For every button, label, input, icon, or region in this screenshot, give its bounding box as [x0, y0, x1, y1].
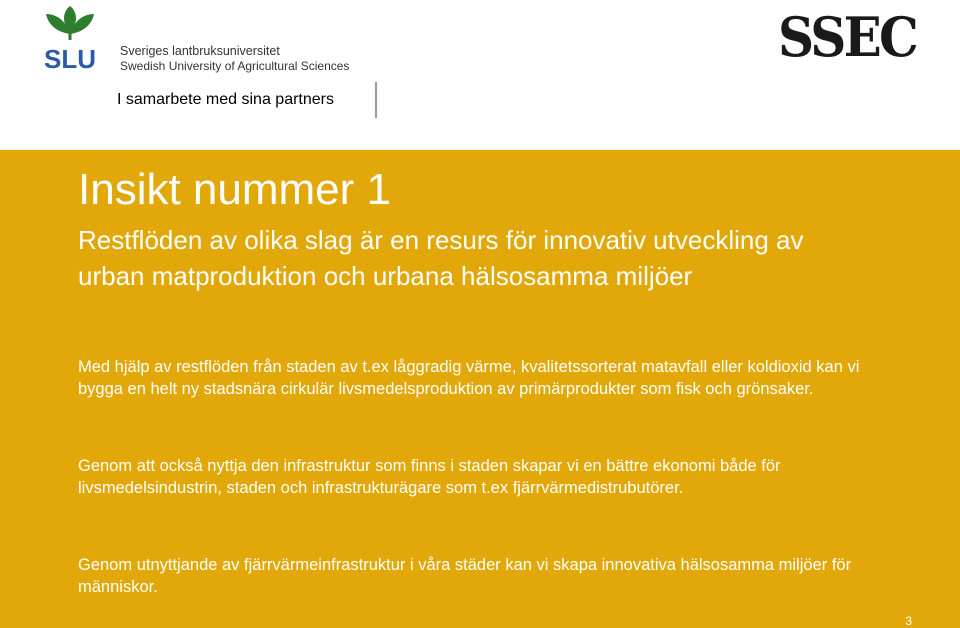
slu-abbr: SLU	[44, 44, 96, 74]
paragraph-2: Genom att också nyttja den infrastruktur som finns i staden skapar vi en bättre ekonomi både för livsmedelsindustrin, staden och infrastrukturägare som t.ex fjärrvärmedistrubutörer.	[78, 457, 781, 497]
header-divider	[375, 82, 377, 118]
ssec-logo-text: SSEC	[778, 5, 917, 66]
slide-title: Insikt nummer 1	[78, 165, 391, 214]
slide-content	[0, 150, 960, 628]
slu-logo	[32, 2, 362, 80]
paragraph-1: Med hjälp av restflöden från staden av t.ex låggradig värme, kvalitetssorterat matavfall eller koldioxid kan vi bygga en helt ny stadsnära cirkulär livsmedelsproduktion av primärprodukter som fisk och grönsaker.	[78, 358, 860, 398]
partners-caption: I samarbete med sina partners	[117, 91, 334, 108]
slide-header	[0, 0, 960, 150]
slu-leaf-icon	[32, 2, 112, 78]
slu-name-sv: Sveriges lantbruksuniversitet	[120, 44, 280, 58]
slu-name-en: Swedish University of Agricultural Sciences	[120, 59, 350, 73]
page-number: 3	[905, 614, 912, 628]
ssec-logo	[778, 4, 918, 66]
paragraph-3: Genom utnyttjande av fjärrvärmeinfrastruktur i våra städer kan vi skapa innovativa hälsosamma miljöer för människor.	[78, 556, 852, 596]
slu-name	[120, 44, 380, 74]
slide-subtitle: Restflöden av olika slag är en resurs för innovativ utveckling av urban matproduktion och urbana hälsosamma miljöer	[78, 225, 804, 291]
